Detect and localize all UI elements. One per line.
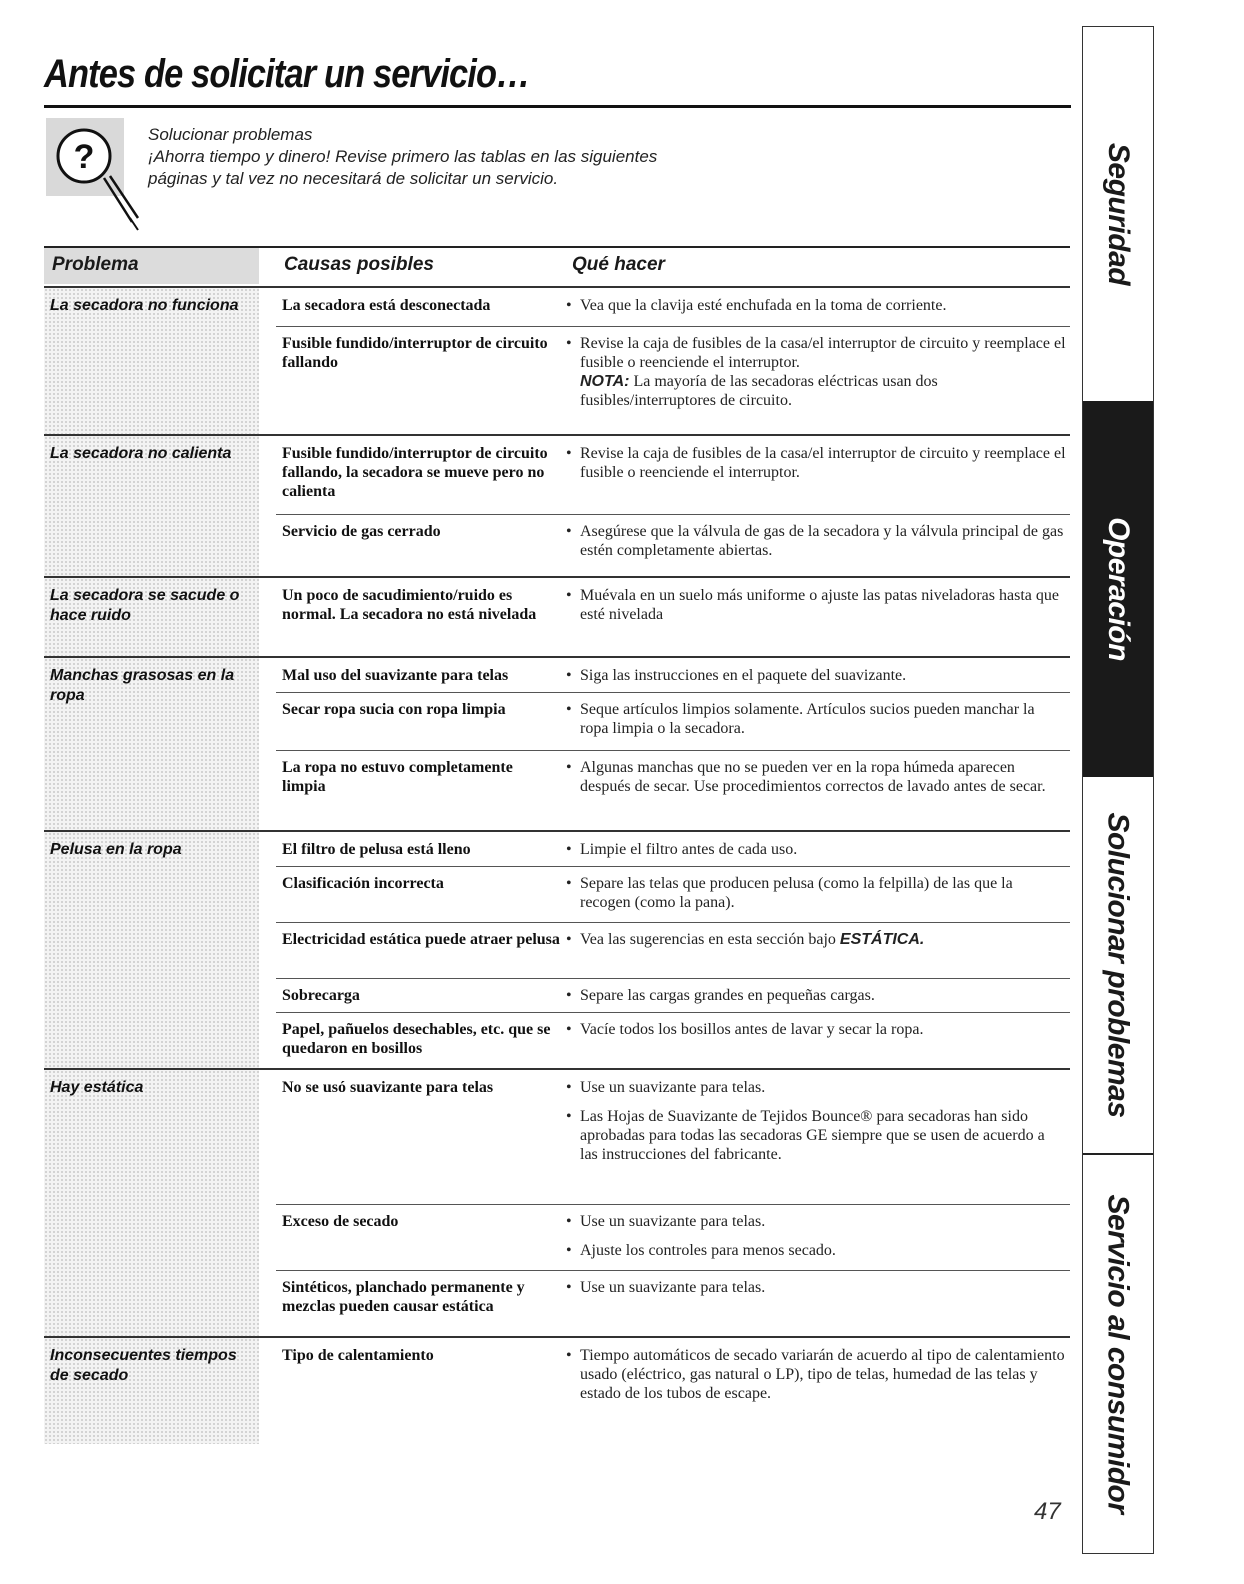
table-row	[276, 658, 1070, 692]
problem-group	[44, 830, 1070, 1068]
cause-text: Sintéticos, planchado permanente y mezclas pueden causar estática	[282, 1279, 525, 1315]
tab-solucionar-problemas[interactable]	[1083, 777, 1153, 1153]
page-title: Antes de solicitar un servicio…	[44, 52, 530, 96]
table-row	[276, 750, 1070, 830]
tab-label: Solucionar problemas	[1102, 812, 1136, 1118]
cause-text: Electricidad estática puede atraer pelusa	[282, 931, 560, 948]
problem-label: Manchas grasosas en la ropa	[44, 658, 259, 830]
problem-group	[44, 656, 1070, 830]
action-text: • Separe las cargas grandes en pequeñas cargas.	[566, 986, 1066, 1005]
action-text: • Vea que la clavija esté enchufada en la toma de corriente.	[566, 296, 1066, 315]
action-text: • Asegúrese que la válvula de gas de la secadora y la válvula principal de gas estén completamente abiertas.	[566, 522, 1066, 560]
cause-text: La ropa no estuvo completamente limpia	[282, 759, 513, 795]
intro-text	[148, 124, 768, 190]
table-header	[44, 248, 1070, 284]
intro-line-3: páginas y tal vez no necesitará de solicitar un servicio.	[148, 169, 559, 188]
tab-label: Servicio al consumidor	[1102, 1194, 1136, 1514]
page-number: 47	[1034, 1498, 1061, 1525]
intro-line-2: ¡Ahorra tiempo y dinero! Revise primero las tablas en las siguientes	[148, 147, 658, 166]
cause-text: Sobrecarga	[282, 987, 360, 1004]
problem-label: Hay estática	[44, 1070, 259, 1336]
tab-operacion[interactable]	[1083, 401, 1153, 777]
table-row	[276, 1070, 1070, 1204]
cause-text: Exceso de secado	[282, 1213, 399, 1230]
action-text: • Use un suavizante para telas.	[566, 1212, 1066, 1231]
header-problem: Problema	[44, 248, 259, 284]
tab-servicio-al-consumidor[interactable]	[1083, 1155, 1153, 1553]
action-text: • Separe las telas que producen pelusa (como la felpilla) de las que la recogen (como la pana).	[566, 874, 1066, 912]
action-text: • Seque artículos limpios solamente. Artículos sucios pueden manchar la ropa limpia o la secadora.	[566, 700, 1066, 738]
problem-group	[44, 576, 1070, 656]
cause-text: Secar ropa sucia con ropa limpia	[282, 701, 506, 718]
action-text: • Vea las sugerencias en esta sección bajo ESTÁTICA.	[566, 930, 1066, 949]
tab-label: Seguridad	[1102, 142, 1136, 286]
intro-line-1: Solucionar problemas	[148, 125, 313, 144]
side-tabs	[1082, 26, 1154, 1554]
cause-text: Mal uso del suavizante para telas	[282, 667, 509, 684]
problem-label: Pelusa en la ropa	[44, 832, 259, 1068]
cause-text: La secadora está desconectada	[282, 297, 491, 314]
action-text: • Use un suavizante para telas.	[566, 1078, 1066, 1097]
action-text: • Las Hojas de Suavizante de Tejidos Bounce® para secadoras han sido aprobadas para todas las secadoras GE siempre que se usen de acuerdo a las instrucciones del fabricante.	[566, 1107, 1066, 1164]
header-causes: Causas posibles	[284, 254, 434, 275]
cause-text: Papel, pañuelos desechables, etc. que se quedaron en bosillos	[282, 1021, 551, 1057]
table-row	[276, 514, 1070, 576]
table-row	[276, 326, 1070, 434]
note-label: NOTA:	[580, 373, 630, 390]
problem-label: La secadora no funciona	[44, 288, 259, 434]
table-row	[276, 1204, 1070, 1270]
table-row	[276, 288, 1070, 326]
table-row	[276, 978, 1070, 1012]
action-text: • Revise la caja de fusibles de la casa/el interruptor de circuito y reemplace el fusible o reenciende el interruptor. NOTA: La mayoría de las secadoras eléctricas usan dos fusibles/interruptores de circuito.	[566, 334, 1066, 410]
table-row	[276, 1270, 1070, 1336]
table-row	[276, 922, 1070, 978]
svg-text:?: ?	[73, 138, 95, 176]
action-text: • Tiempo automáticos de secado variarán de acuerdo al tipo de calentamiento usado (eléctrico, gas natural o LP), tipo de telas, humedad de las telas y estado de los tubos de escape.	[566, 1346, 1066, 1403]
table-row	[276, 866, 1070, 922]
table-row	[276, 578, 1070, 656]
title-rule	[44, 105, 1071, 108]
table-row	[276, 832, 1070, 866]
cause-text: Tipo de calentamiento	[282, 1347, 434, 1364]
cause-text: No se usó suavizante para telas	[282, 1079, 494, 1096]
action-text: • Ajuste los controles para menos secado.	[566, 1241, 1066, 1260]
cause-text: Fusible fundido/interruptor de circuito fallando	[282, 335, 548, 371]
problem-label: La secadora no calienta	[44, 436, 259, 576]
action-text: • Use un suavizante para telas.	[566, 1278, 1066, 1297]
problem-group	[44, 434, 1070, 576]
action-text: • Muévala en un suelo más uniforme o ajuste las patas niveladoras hasta que esté nivelada	[566, 586, 1066, 624]
tab-seguridad[interactable]	[1083, 27, 1153, 401]
cause-text: Un poco de sacudimiento/ruido es normal. La secadora no está nivelada	[282, 587, 537, 623]
table-row	[276, 1338, 1070, 1444]
table-row	[276, 436, 1070, 514]
problem-label: Inconsecuentes tiempos de secado	[44, 1338, 259, 1444]
action-text: • Revise la caja de fusibles de la casa/el interruptor de circuito y reemplace el fusible o reenciende el interruptor.	[566, 444, 1066, 482]
problem-group	[44, 1068, 1070, 1336]
header-action: Qué hacer	[572, 254, 665, 275]
cause-text: Clasificación incorrecta	[282, 875, 444, 892]
action-text: • Algunas manchas que no se pueden ver en la ropa húmeda aparecen después de secar. Use procedimientos correctos de lavado antes de secar.	[566, 758, 1066, 796]
table-row	[276, 692, 1070, 750]
tab-label: Operación	[1102, 517, 1135, 661]
note-text: La mayoría de las secadoras eléctricas usan dos fusibles/interruptores de circuito.	[580, 373, 938, 409]
problem-label: La secadora se sacude o hace ruido	[44, 578, 259, 656]
action-text: • Limpie el filtro antes de cada uso.	[566, 840, 1066, 859]
action-text: • Siga las instrucciones en el paquete del suavizante.	[566, 666, 1066, 685]
cause-text: Servicio de gas cerrado	[282, 523, 441, 540]
cause-text: Fusible fundido/interruptor de circuito fallando, la secadora se mueve pero no calienta	[282, 445, 548, 500]
magnifier-question-icon	[46, 118, 146, 236]
cause-text: El filtro de pelusa está lleno	[282, 841, 471, 858]
problem-group	[44, 1336, 1070, 1444]
table-row	[276, 1012, 1070, 1068]
estatica-emphasis: ESTÁTICA.	[839, 931, 925, 948]
problem-group	[44, 286, 1070, 434]
action-text: • Vacíe todos los bosillos antes de lavar y secar la ropa.	[566, 1020, 1066, 1039]
